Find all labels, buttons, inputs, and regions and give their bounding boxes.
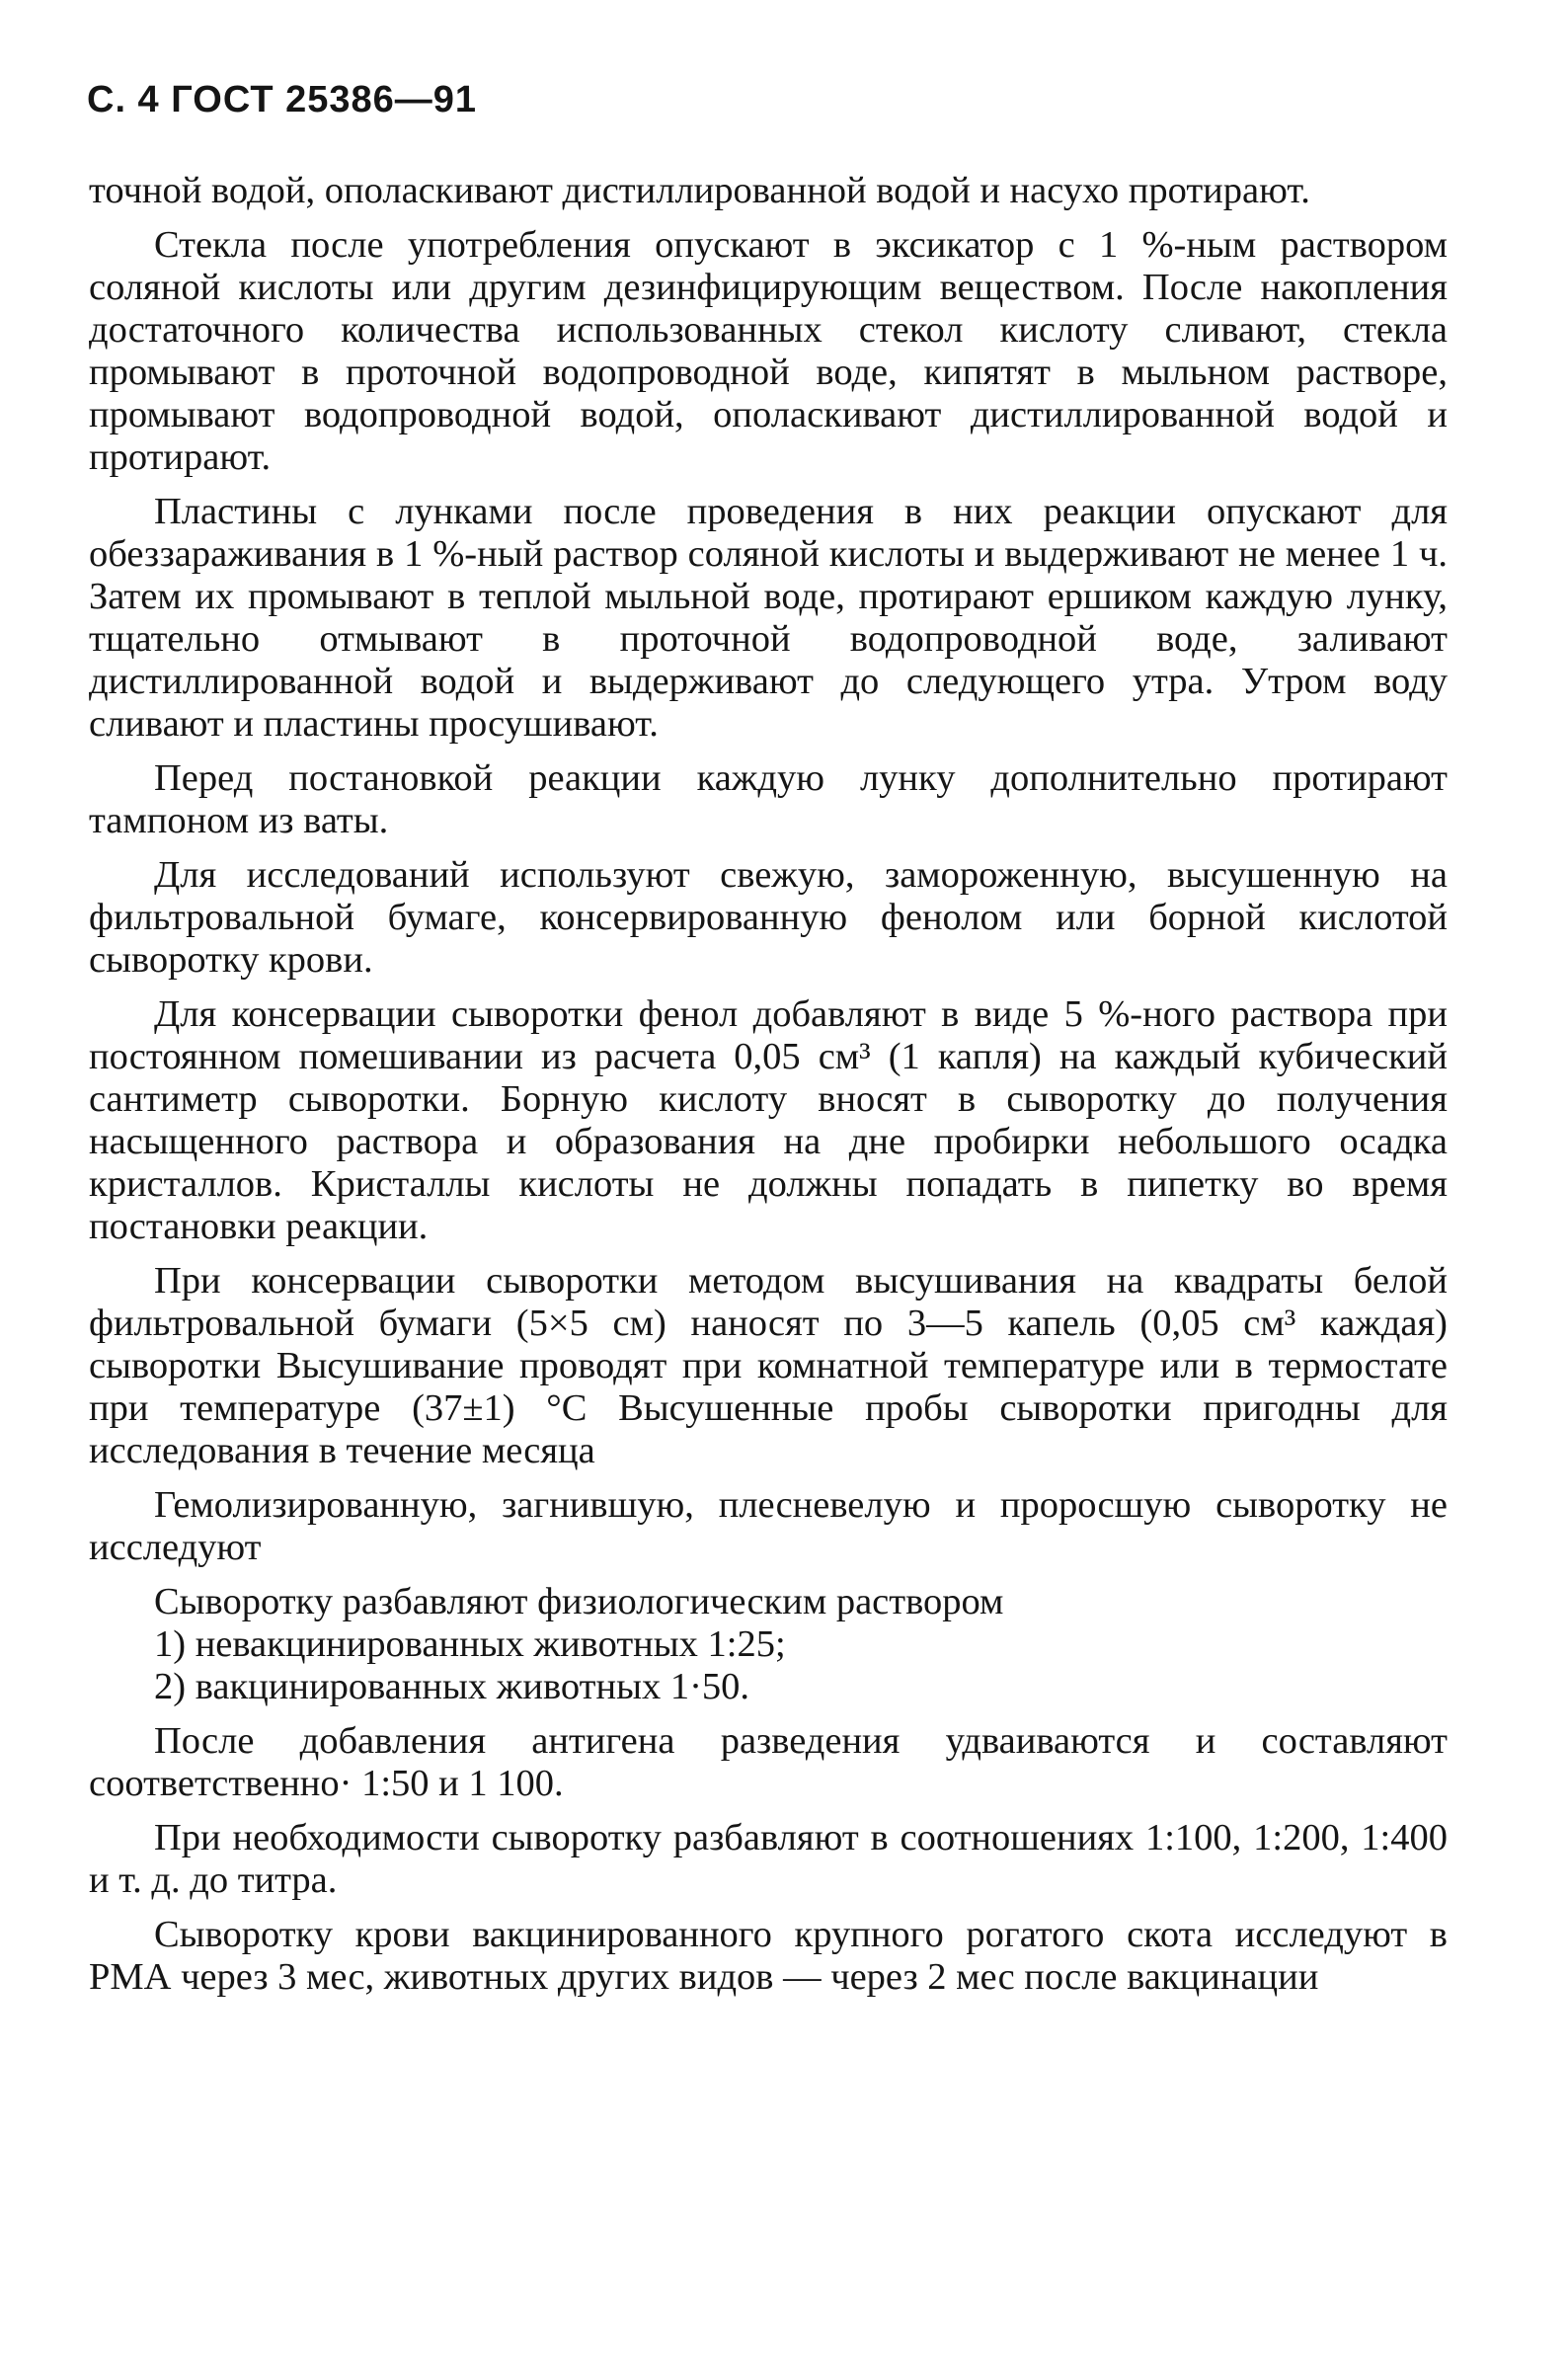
paragraph-dilution-intro: Сыворотку разбавляют физиологическим раствором — [154, 1581, 1004, 1622]
paragraph-antigen-dilution: После добавления антигена разведения удваиваются и составляют соответственно· 1:50 и 1 100. — [89, 1720, 1448, 1804]
paragraph-plates-cleaning: Пластины с лунками после проведения в них реакции опускают для обеззараживания в 1 %-ный раствор соляной кислоты и выдерживают не менее 1 ч. Затем их промывают в теплой мыльной воде, протирают ершиком каждую лунку, тщательно отмывают в проточной водопроводной воде, заливают дистиллированной водой и выдерживают до следующего утра. Утром воду сливают и пластины просушивают. — [89, 491, 1448, 745]
list-item-unvaccinated: 1) невакцинированных животных 1:25; — [154, 1623, 786, 1665]
body-text — [89, 170, 1448, 2011]
paragraph-serum-rejection: Гемолизированную, загнившую, плесневелую и проросшую сыворотку не исследуют — [89, 1484, 1448, 1568]
paragraph-wells-wiping: Перед постановкой реакции каждую лунку дополнительно протирают тампоном из ваты. — [89, 757, 1448, 841]
paragraph-serum-types: Для исследований используют свежую, замороженную, высушенную на фильтровальной бумаге, консервированную фенолом или борной кислотой сыворотку крови. — [89, 854, 1448, 981]
running-header: С. 4 ГОСТ 25386—91 — [87, 79, 478, 120]
paragraph-continuation: точной водой, ополаскивают дистиллированной водой и насухо протирают. — [89, 170, 1310, 211]
paragraph-glass-disinfection: Стекла после употребления опускают в эксикатор с 1 %-ным раствором соляной кислоты или другим дезинфицирующим веществом. После накопления достаточного количества использованных стекол кислоту сливают, стекла промывают в проточной водопроводной воде, кипятят в мыльном растворе, промывают водопроводной водой, ополаскивают дистиллированной водой и протирают. — [89, 224, 1448, 478]
paragraph-vaccinated-testing: Сыворотку крови вакцинированного крупного рогатого скота исследуют в РМА через 3 мес, животных других видов — через 2 мес после вакцинации — [89, 1914, 1448, 1998]
paragraph-titration: При необходимости сыворотку разбавляют в соотношениях 1:100, 1:200, 1:400 и т. д. до титра. — [89, 1817, 1448, 1901]
list-item-vaccinated: 2) вакцинированных животных 1·50. — [154, 1666, 750, 1707]
paragraph-serum-preservation: Для консервации сыворотки фенол добавляют в виде 5 %-ного раствора при постоянном помешивании из расчета 0,05 см³ (1 капля) на каждый кубический сантиметр сыворотки. Борную кислоту вносят в сыворотку до получения насыщенного раствора и образования на дне пробирки небольшого осадка кристаллов. Кристаллы кислоты не должны попадать в пипетку во время постановки реакции. — [89, 993, 1448, 1247]
paragraph-serum-drying: При консервации сыворотки методом высушивания на квадраты белой фильтровальной бумаги (5×5 см) наносят по 3—5 капель (0,05 см³ каждая) сыворотки Высушивание проводят при комнатной температуре или в термостате при температуре (37±1) °С Высушенные пробы сыворотки пригодны для исследования в течение месяца — [89, 1260, 1448, 1471]
